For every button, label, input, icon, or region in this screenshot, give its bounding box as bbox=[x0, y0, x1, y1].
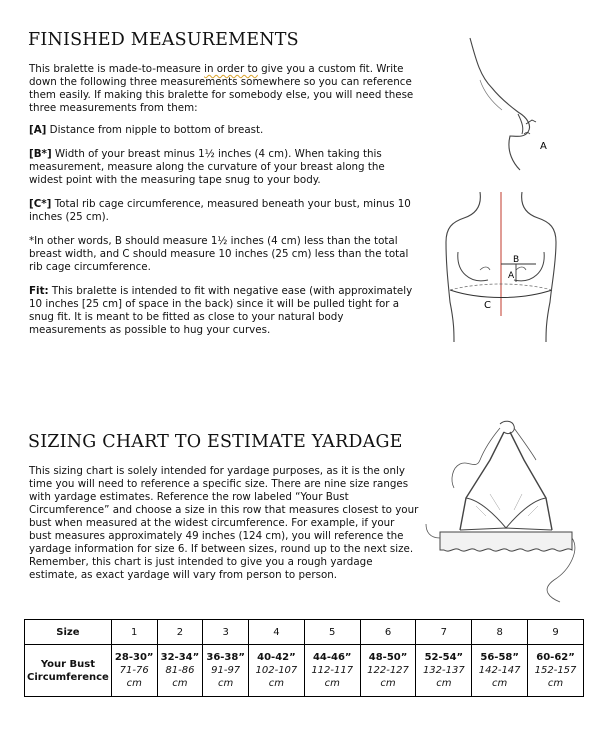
size-cell: 8 bbox=[472, 620, 528, 645]
front-label-b: B bbox=[513, 255, 520, 265]
sizing-paragraph: This sizing chart is solely intended for yardage purposes, as it is the only time you will need to reference a specific size. There are nine size ranges with yardage estimates. Reference the row labeled “Your Bust Circumference” and choose a size in this row that measures closest to your bust when measured at the widest circumference. For example, if your bust measures approximately 49 inches (124 cm), you will reference the yardage information for size 6. If between sizes, round up to the next size. Remember, this chart is just intended to give you a rough yardage estimate, as exact yardage will vary from person to person. bbox=[29, 465, 419, 581]
size-cell: 2 bbox=[157, 620, 203, 645]
size-cell: 3 bbox=[203, 620, 249, 645]
bust-cell: 60-62” 152-157 cm bbox=[528, 645, 584, 697]
size-cell: 5 bbox=[304, 620, 360, 645]
fit-paragraph: Fit: This bralette is intended to fit with negative ease (with approximately 10 inches [25 cm] of space in the back) since it will be pulled tight for a snug fit. It is meant to be fitted as close to your natural body measurements as possible to hug your curves. bbox=[29, 285, 413, 336]
bust-cell: 44-46” 112-117 cm bbox=[304, 645, 360, 697]
side-profile-illustration bbox=[440, 32, 580, 172]
front-torso-illustration bbox=[440, 192, 580, 342]
front-label-a: A bbox=[508, 271, 515, 281]
bust-cell: 32-34” 81-86 cm bbox=[157, 645, 203, 697]
section-title-sizing-chart: SIZING CHART TO ESTIMATE YARDAGE bbox=[28, 432, 403, 452]
section-title-finished-measurements: FINISHED MEASUREMENTS bbox=[28, 30, 299, 50]
front-label-c: C bbox=[484, 300, 491, 311]
size-cell: 1 bbox=[111, 620, 157, 645]
bust-cell: 36-38” 91-97 cm bbox=[203, 645, 249, 697]
bust-cell: 48-50” 122-127 cm bbox=[360, 645, 416, 697]
table-row-bust bbox=[25, 645, 584, 697]
size-cell: 6 bbox=[360, 620, 416, 645]
measurement-note: *In other words, B should measure 1½ inches (4 cm) less than the total breast width, and C should measure 10 inches (25 cm) less than the total rib cage circumference. bbox=[29, 235, 409, 273]
measurement-b: [B*] Width of your breast minus 1½ inches (4 cm). When taking this measurement, measure along the curvature of your breast along the widest point with the measuring tape snug to your body. bbox=[29, 148, 385, 186]
size-cell: 4 bbox=[249, 620, 305, 645]
bralette-illustration bbox=[420, 420, 595, 605]
sizing-table bbox=[24, 619, 584, 697]
side-label-a: A bbox=[540, 141, 547, 152]
size-cell: 7 bbox=[416, 620, 472, 645]
bust-header: Your Bust Circumference bbox=[25, 645, 112, 697]
underlined-phrase: in order to bbox=[204, 63, 258, 75]
bust-cell: 40-42” 102-107 cm bbox=[249, 645, 305, 697]
sizing-chart-text bbox=[29, 465, 419, 589]
table-row-size bbox=[25, 620, 584, 645]
measurement-a: [A] Distance from nipple to bottom of breast. bbox=[29, 124, 264, 136]
bust-cell: 56-58” 142-147 cm bbox=[472, 645, 528, 697]
bust-cell: 28-30” 71-76 cm bbox=[111, 645, 157, 697]
size-header: Size bbox=[25, 620, 112, 645]
intro-paragraph: This bralette is made-to-measure in order to give you a custom fit. Write down the following three measurements somewhere so you can reference them easily. If making this bralette for somebody else, you will need these three measurements from them: bbox=[29, 63, 414, 114]
finished-measurements-text bbox=[29, 63, 419, 346]
size-cell: 9 bbox=[528, 620, 584, 645]
bust-cell: 52-54” 132-137 cm bbox=[416, 645, 472, 697]
measurement-c: [C*] Total rib cage circumference, measured beneath your bust, minus 10 inches (25 cm). bbox=[29, 198, 411, 223]
